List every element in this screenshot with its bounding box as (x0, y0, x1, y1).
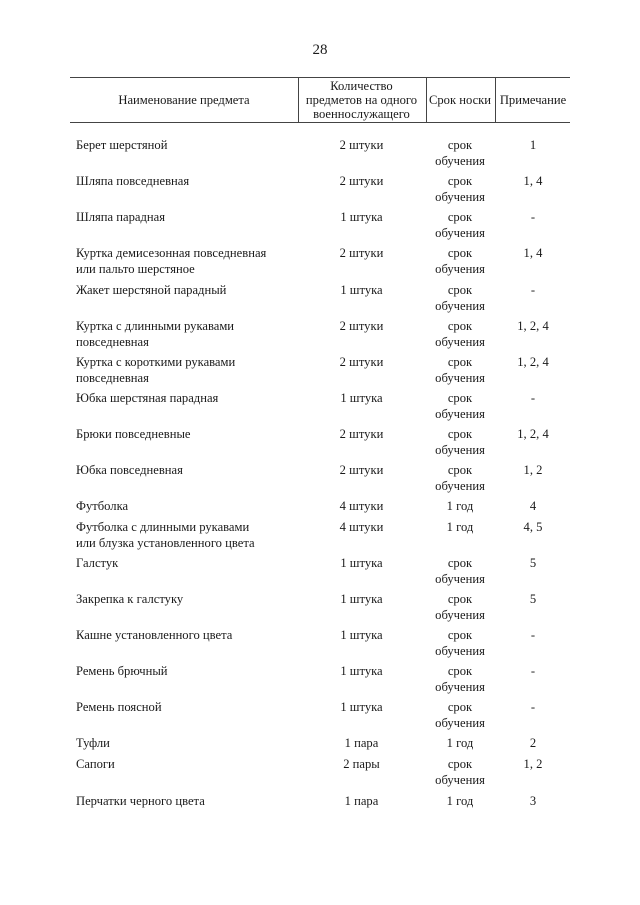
cell-name: Брюки повседневные (76, 427, 191, 441)
header-term (426, 77, 494, 122)
cell-term: срок обучения (435, 556, 485, 586)
cell-quantity: 1 штука (340, 700, 383, 714)
cell-name: Футболка (76, 499, 129, 513)
cell-quantity: 1 штука (340, 283, 383, 297)
cell-quantity: 1 штука (340, 664, 383, 678)
cell-term: срок обучения (435, 592, 485, 622)
cell-term: срок обучения (435, 319, 485, 349)
cell-term: срок обучения (435, 210, 485, 240)
cell-name: Туфли (76, 736, 110, 750)
cell-name: Юбка шерстяная парадная (76, 391, 219, 405)
cell-term: срок обучения (435, 664, 485, 694)
cell-quantity: 1 пара (344, 794, 379, 808)
cell-note: 1, 2, 4 (517, 319, 549, 333)
cell-quantity: 2 штуки (339, 174, 384, 188)
cell-term: срок обучения (435, 463, 485, 493)
cell-quantity: 2 штуки (339, 427, 384, 441)
cell-quantity: 2 штуки (339, 319, 384, 333)
cell-name: Закрепка к галстуку (76, 592, 184, 606)
header-quantity (298, 77, 425, 122)
cell-note: - (530, 628, 536, 642)
cell-name: Ремень поясной (76, 700, 162, 714)
table-header (70, 77, 570, 122)
page-number: 28 (312, 42, 328, 58)
cell-name: Перчатки черного цвета (76, 794, 205, 808)
cell-note: 1, 4 (523, 174, 543, 188)
cell-name: Ремень брючный (76, 664, 168, 678)
cell-note: 1 (529, 138, 537, 152)
cell-quantity: 2 штуки (339, 463, 384, 477)
cell-quantity: 4 штуки (339, 520, 384, 534)
cell-note: - (530, 210, 536, 224)
header-quantity-label: Количество предметов на одного военнослужащего (305, 78, 418, 121)
cell-term: срок обучения (435, 757, 485, 787)
cell-quantity: 1 штука (340, 556, 383, 570)
cell-name: Футболка с длинными рукавами или блузка установленного цвета (76, 520, 255, 550)
header-term-label: Срок носки (428, 92, 492, 107)
cell-quantity: 1 штука (340, 391, 383, 405)
cell-note: - (530, 700, 536, 714)
cell-note: 1, 4 (523, 246, 543, 260)
cell-note: - (530, 391, 536, 405)
cell-term: срок обучения (435, 355, 485, 385)
cell-name: Галстук (76, 556, 119, 570)
cell-term: 1 год (446, 499, 474, 513)
cell-term: срок обучения (435, 628, 485, 658)
cell-note: 4 (529, 499, 537, 513)
cell-quantity: 2 штуки (339, 246, 384, 260)
cell-note: 1, 2, 4 (517, 427, 549, 441)
cell-name: Куртка с длинными рукавами повседневная (76, 319, 235, 349)
header-note (496, 77, 570, 122)
cell-name: Сапоги (76, 757, 115, 771)
cell-note: 5 (529, 592, 537, 606)
cell-name: Куртка с короткими рукавами повседневная (76, 355, 236, 385)
cell-name: Юбка повседневная (76, 463, 183, 477)
cell-term: срок обучения (435, 138, 485, 168)
cell-note: - (530, 664, 536, 678)
cell-note: 1, 2 (523, 757, 543, 771)
cell-term: срок обучения (435, 246, 485, 276)
cell-note: 1, 2, 4 (517, 355, 549, 369)
cell-term: 1 год (446, 794, 474, 808)
cell-term: срок обучения (435, 391, 485, 421)
cell-quantity: 4 штуки (339, 499, 384, 513)
cell-name: Шляпа парадная (76, 210, 166, 224)
cell-name: Шляпа повседневная (76, 174, 190, 188)
cell-quantity: 1 штука (340, 628, 383, 642)
cell-note: - (530, 283, 536, 297)
cell-name: Жакет шерстяной парадный (76, 283, 227, 297)
table-header-rule (70, 122, 570, 123)
cell-note: 2 (529, 736, 537, 750)
cell-term: срок обучения (435, 283, 485, 313)
cell-term: срок обучения (435, 427, 485, 457)
cell-quantity: 1 штука (340, 592, 383, 606)
cell-quantity: 2 штуки (339, 355, 384, 369)
cell-quantity: 2 пары (343, 757, 380, 771)
cell-name: Куртка демисезонная повседневная или пальто шерстяное (76, 246, 267, 276)
cell-quantity: 1 пара (344, 736, 379, 750)
cell-name: Берет шерстяной (76, 138, 168, 152)
header-note-label: Примечание (499, 92, 567, 107)
cell-quantity: 1 штука (340, 210, 383, 224)
cell-term: срок обучения (435, 174, 485, 204)
header-name-label: Наименование предмета (118, 92, 250, 107)
cell-quantity: 2 штуки (339, 138, 384, 152)
cell-name: Кашне установленного цвета (76, 628, 233, 642)
cell-note: 3 (529, 794, 537, 808)
cell-term: 1 год (446, 736, 474, 750)
header-name (70, 77, 298, 122)
cell-note: 5 (529, 556, 537, 570)
cell-note: 4, 5 (523, 520, 543, 534)
cell-term: 1 год (446, 520, 474, 534)
cell-note: 1, 2 (523, 463, 543, 477)
cell-term: срок обучения (435, 700, 485, 730)
